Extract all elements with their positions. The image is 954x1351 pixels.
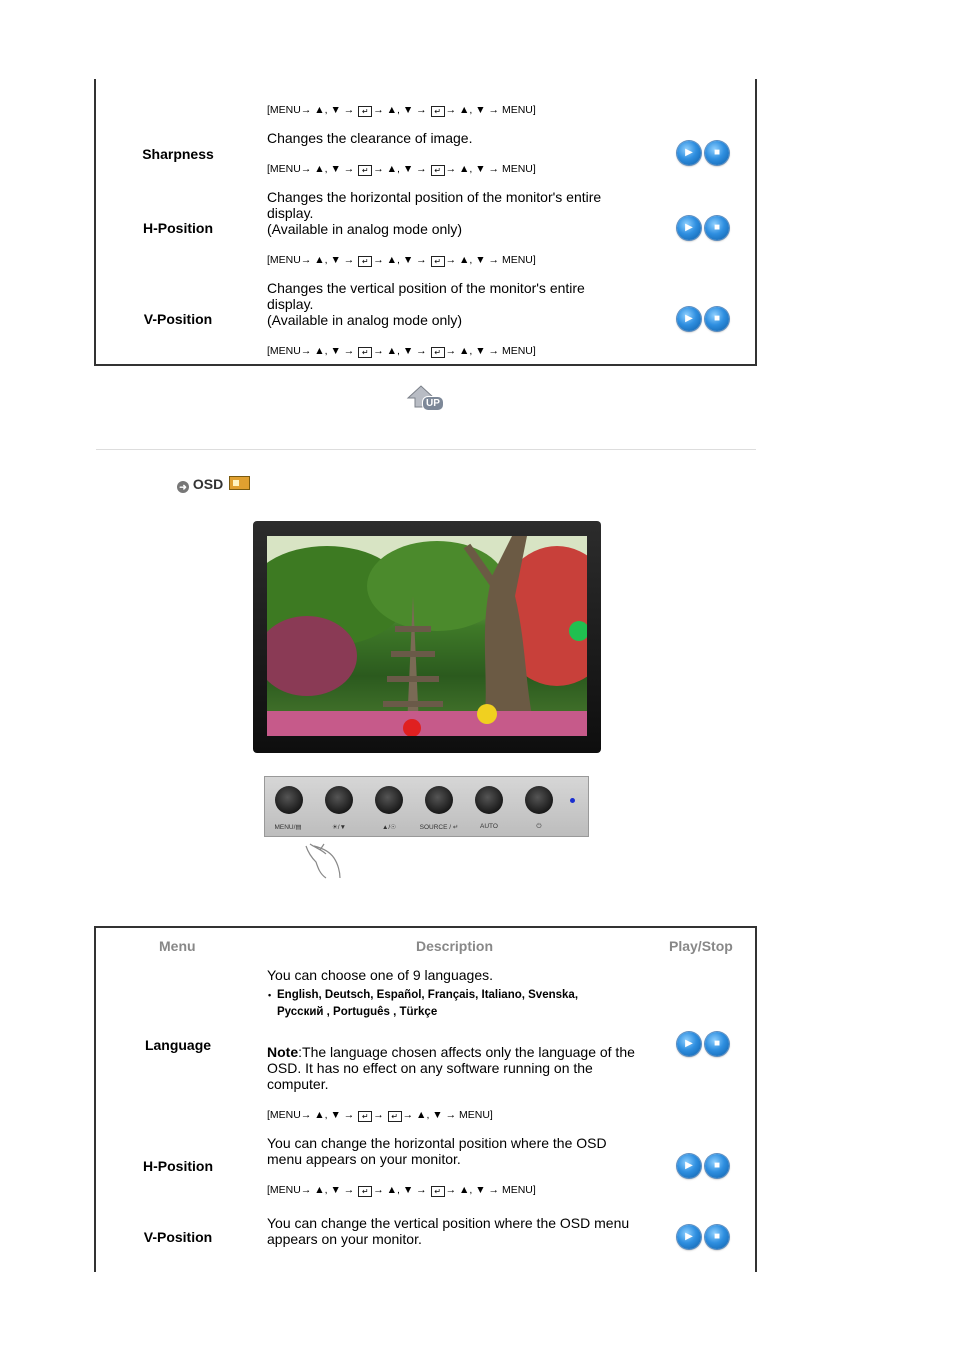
header-description: Description [416, 938, 494, 954]
panel-label-brightness: ☀/▼ [331, 824, 347, 831]
stop-icon: ■ [713, 313, 721, 324]
play-button[interactable] [677, 307, 701, 331]
menu-path: [MENU→ ▲, ▼ → ↵ → ▲, ▼ → ↵ → ▲, ▼ → MENU] [267, 104, 536, 116]
stop-icon: ■ [713, 1038, 721, 1049]
up-button[interactable] [405, 383, 447, 413]
menu-name-osd-h-position: H-Position [143, 1158, 213, 1174]
stop-button[interactable] [705, 141, 729, 165]
up-label: UP [422, 396, 444, 411]
menu-path: [MENU→ ▲, ▼ → ↵ → ▲, ▼ → ↵ → ▲, ▼ → MENU] [267, 254, 536, 266]
menu-path: [MENU→ ▲, ▼ → ↵ → ▲, ▼ → ↵ → ▲, ▼ → MENU] [267, 1184, 536, 1196]
menu-name-osd-v-position: V-Position [143, 1229, 213, 1245]
stop-icon: ■ [713, 1160, 721, 1171]
menu-name-language: Language [144, 1037, 212, 1053]
desc-sharpness: Changes the clearance of image. [267, 130, 473, 146]
menu-path: [MENU→ ▲, ▼ → ↵ → ▲, ▼ → ↵ → ▲, ▼ → MENU] [267, 163, 536, 175]
arrow-circle-icon: ➜ [177, 481, 189, 493]
panel-label-power: ⏻ [536, 823, 542, 830]
play-icon: ▶ [685, 313, 693, 324]
power-led [570, 798, 575, 803]
bullet: • [268, 990, 272, 1000]
garden-picture [267, 536, 587, 736]
play-button[interactable] [677, 1154, 701, 1178]
stop-icon: ■ [713, 1231, 721, 1242]
play-icon: ▶ [685, 222, 693, 233]
power-knob[interactable] [525, 786, 553, 814]
play-button[interactable] [677, 216, 701, 240]
stop-button[interactable] [705, 216, 729, 240]
stop-button[interactable] [705, 307, 729, 331]
bottom-table-left-border [94, 926, 96, 1272]
play-button[interactable] [677, 1225, 701, 1249]
bottom-table-right-border [755, 926, 757, 1272]
monitor-image [253, 521, 601, 753]
menu-name-v-position: V-Position [143, 311, 213, 327]
menu-path: [MENU→ ▲, ▼ → ↵ → ↵ → ▲, ▼ → MENU] [267, 1109, 493, 1121]
desc-osd-v-position: You can change the vertical position where the OSD menu appears on your monitor. [267, 1215, 630, 1247]
play-icon: ▶ [685, 1231, 693, 1242]
section-title: ➜ OSD [177, 476, 250, 493]
panel-label-source: SOURCE / ↵ [419, 824, 459, 831]
menu-knob[interactable] [275, 786, 303, 814]
brightness-down-knob[interactable] [325, 786, 353, 814]
up-source-knob[interactable] [375, 786, 403, 814]
osd-icon [229, 476, 250, 490]
menu-path: [MENU→ ▲, ▼ → ↵ → ▲, ▼ → ↵ → ▲, ▼ → MENU] [267, 345, 536, 357]
play-icon: ▶ [685, 1038, 693, 1049]
desc-osd-h-position: You can change the horizontal position where the OSD menu appears on your monitor. [267, 1135, 607, 1167]
top-table-right-border [755, 79, 757, 366]
auto-knob[interactable] [475, 786, 503, 814]
stop-icon: ■ [713, 147, 721, 158]
menu-name-h-position: H-Position [143, 220, 213, 236]
control-panel [264, 776, 589, 837]
section-divider [96, 449, 756, 450]
desc-h-position: Changes the horizontal position of the monitor's entire display. (Available in analog mode only) [267, 189, 602, 237]
panel-label-menu: MENU/▤ [274, 824, 302, 831]
play-button[interactable] [677, 141, 701, 165]
menu-name-sharpness: Sharpness [142, 146, 214, 162]
stop-icon: ■ [713, 222, 721, 233]
bottom-table-top-border [94, 926, 757, 928]
hand-pointer-icon [302, 842, 344, 882]
panel-label-auto: AUTO [480, 823, 498, 830]
desc-v-position: Changes the vertical position of the monitor's entire display. (Available in analog mode only) [267, 280, 585, 328]
panel-label-up: ▲/☉ [381, 824, 397, 831]
play-button[interactable] [677, 1032, 701, 1056]
header-play-stop: Play/Stop [669, 938, 733, 954]
play-icon: ▶ [685, 1160, 693, 1171]
language-note: Note:The language chosen affects only the language of the OSD. It has no effect on any software running on the computer. [267, 1044, 635, 1092]
monitor-screen [267, 536, 587, 736]
stop-button[interactable] [705, 1032, 729, 1056]
top-table-bottom-border [94, 364, 757, 366]
language-list: • English, Deutsch, Español, Français, Italiano, Svenska, Русский , Português , Türkçe [268, 989, 579, 1018]
header-menu: Menu [159, 938, 196, 954]
play-icon: ▶ [685, 147, 693, 158]
source-enter-knob[interactable] [425, 786, 453, 814]
stop-button[interactable] [705, 1225, 729, 1249]
stop-button[interactable] [705, 1154, 729, 1178]
desc-language: You can choose one of 9 languages. [267, 967, 494, 983]
